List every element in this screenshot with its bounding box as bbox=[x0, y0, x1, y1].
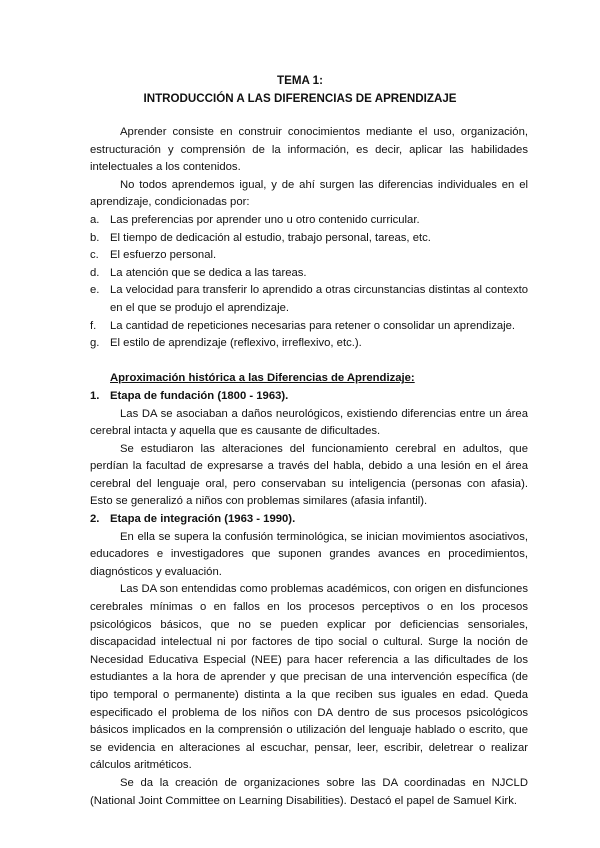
stage2-paragraph-1: En ella se supera la confusión terminológica, se inician movimientos asociativos, educadores e investigadores que suponen grandes avances en procedimientos, diagnósticos y evaluación. bbox=[90, 530, 528, 578]
list-marker: e. bbox=[90, 284, 100, 297]
document-body bbox=[90, 124, 528, 810]
stage1-paragraph-1: Las DA se asociaban a daños neurológicos, existiendo diferencias entre un área cerebral intacta y aquella que es causante de dificultades. bbox=[90, 407, 528, 438]
document-title: INTRODUCCIÓN A LAS DIFERENCIAS DE APRENDIZAJE bbox=[143, 92, 457, 105]
list-item-text: La cantidad de repeticiones necesarias para retener o consolidar un aprendizaje. bbox=[110, 319, 516, 332]
stage-number: 1. bbox=[90, 389, 100, 402]
spacer bbox=[90, 353, 528, 371]
list-item-text: El esfuerzo personal. bbox=[110, 249, 217, 262]
section-heading: Aproximación histórica a las Diferencias de Aprendizaje: bbox=[110, 372, 415, 385]
list-item bbox=[90, 212, 528, 230]
intro-paragraph-1: Aprender consiste en construir conocimientos mediante el uso, organización, estructuración y comprensión de la información, es decir, aplicar las habilidades intelectuales a los contenidos. bbox=[90, 126, 528, 174]
stage2-paragraph-2: Las DA son entendidas como problemas académicos, con origen en disfunciones cerebrales mínimas o en fallos en los procesos perceptivos o en los procesos psicológicos básicos, que no se pueden explicar por deficiencias sensoriales, discapacidad intelectual ni por factores de tipo social o cultural. Surge la noción de Necesidad Educativa Especial (NEE) para hacer referencia a las dificultades de los estudiantes a la hora de aprender y que precisan de una intervención específica (de tipo temporal o permanente) distinta a la que reciben sus iguales en edad. Queda especificado el problema de los niños con DA dentro de sus procesos psicológicos básicos implicados en la comprensión o utilización del lenguaje hablado o escrito, que se evidencia en alteraciones al escuchar, pensar, leer, escribir, deletrear o realizar cálculos aritméticos. bbox=[90, 583, 528, 772]
title-line-1: TEMA 1: bbox=[277, 74, 323, 87]
list-marker: c. bbox=[90, 249, 99, 262]
list-item bbox=[90, 265, 528, 283]
list-item-text: La atención que se dedica a las tareas. bbox=[110, 266, 307, 279]
list-item bbox=[90, 247, 528, 265]
list-item-text: El tiempo de dedicación al estudio, trabajo personal, tareas, etc. bbox=[110, 231, 431, 244]
stage-number: 2. bbox=[90, 513, 100, 526]
list-item bbox=[90, 230, 528, 248]
list-item bbox=[90, 335, 528, 353]
stage-title: Etapa de integración (1963 - 1990). bbox=[110, 513, 296, 526]
intro-paragraph-2: No todos aprendemos igual, y de ahí surgen las diferencias individuales en el aprendizaje, condicionadas por: bbox=[90, 178, 528, 209]
list-item-text: Las preferencias por aprender uno u otro contenido curricular. bbox=[110, 213, 420, 226]
stage-heading-2 bbox=[90, 511, 528, 529]
factors-list bbox=[90, 212, 528, 353]
list-item-text: El estilo de aprendizaje (reflexivo, irreflexivo, etc.). bbox=[110, 337, 362, 350]
stage2-paragraph-3: Se da la creación de organizaciones sobre las DA coordinadas en NJCLD (National Joint Committee on Learning Disabilities). Destacó el papel de Samuel Kirk. bbox=[90, 776, 528, 807]
stage-title: Etapa de fundación (1800 - 1963). bbox=[110, 389, 289, 402]
list-marker: b. bbox=[90, 231, 100, 244]
list-item bbox=[90, 318, 528, 336]
stage1-paragraph-2: Se estudiaron las alteraciones del funcionamiento cerebral en adultos, que perdían la facultad de expresarse a través del habla, debido a una lesión en el área cerebral del lenguaje oral, pero conservaban su inteligencia (personas con afasia). Esto se generalizó a niños con problemas similares (afasia infantil). bbox=[90, 442, 528, 508]
stage-heading-1 bbox=[90, 388, 528, 406]
list-marker: g. bbox=[90, 337, 100, 350]
list-marker: f. bbox=[90, 319, 97, 332]
list-item-text: La velocidad para transferir lo aprendido a otras circunstancias distintas al contexto en el que se produjo el aprendizaje. bbox=[110, 284, 528, 314]
list-item bbox=[90, 282, 528, 317]
list-marker: a. bbox=[90, 213, 100, 226]
list-marker: d. bbox=[90, 266, 100, 279]
